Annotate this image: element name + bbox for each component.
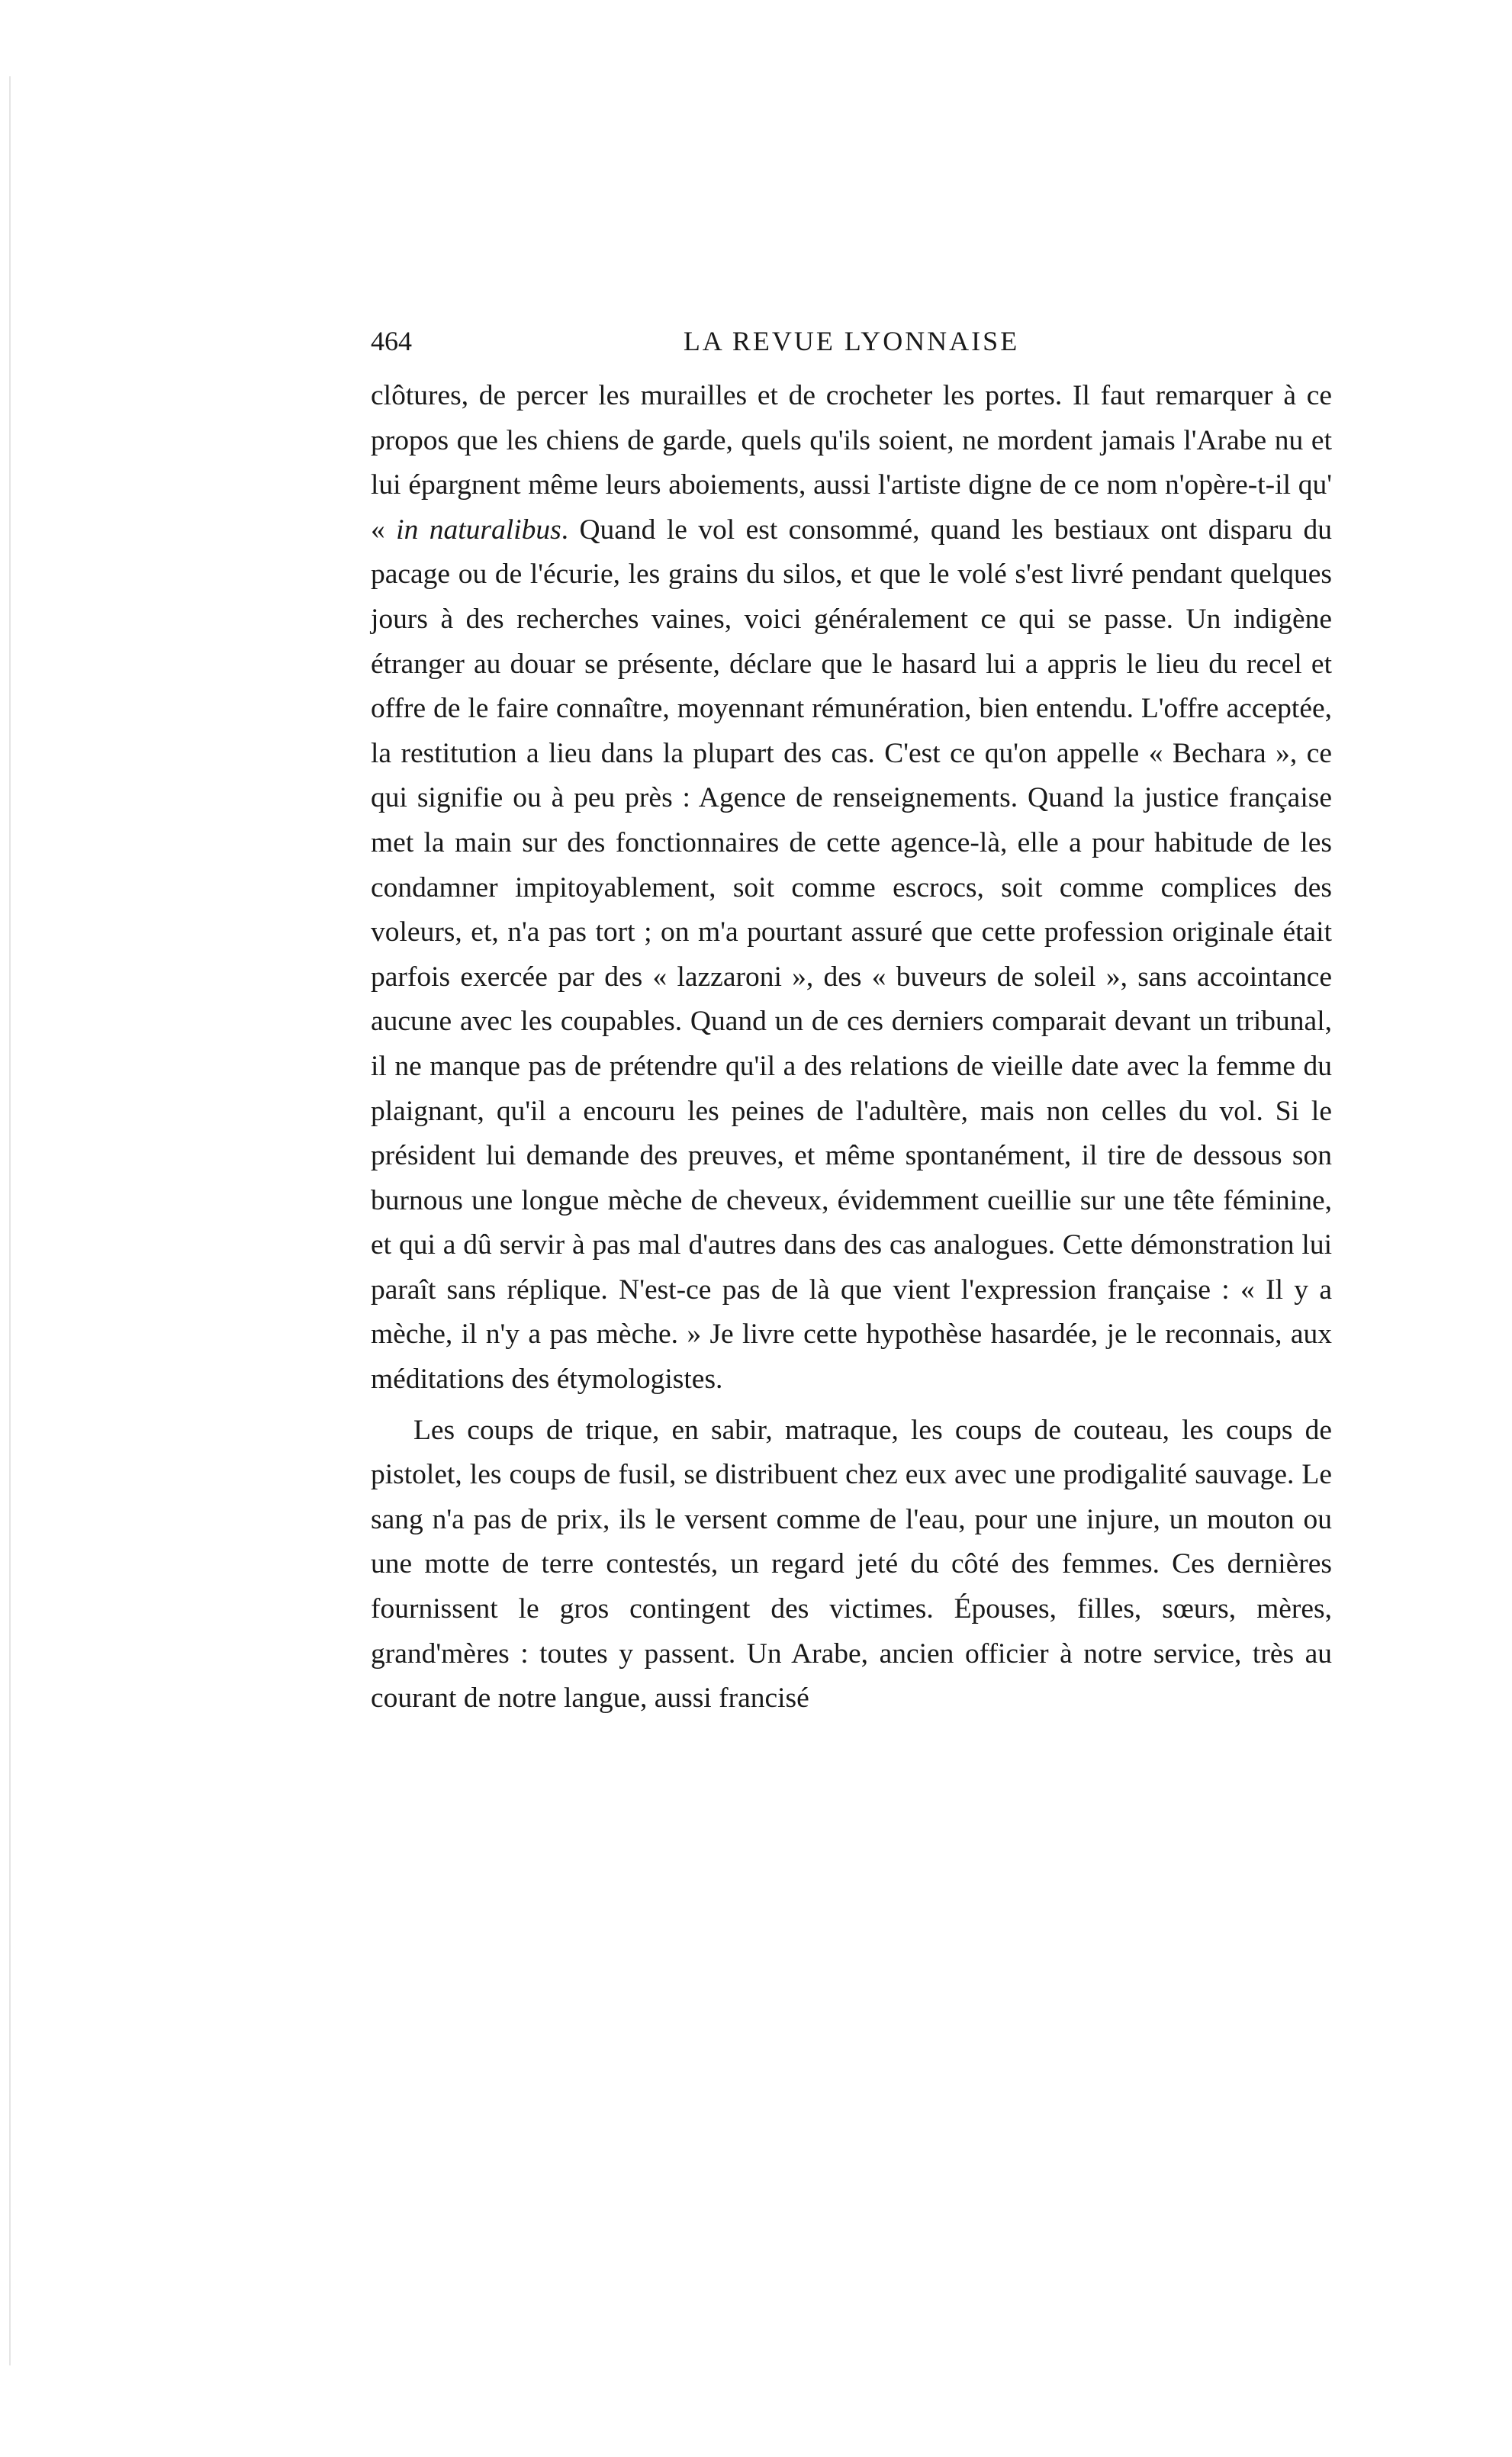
paragraph-1-italic-phrase: in naturalibus	[396, 514, 561, 546]
book-page	[371, 320, 1332, 1721]
paragraph-1-text-b: . Quand le vol est consommé, quand les bestiaux ont disparu du pacage ou de l'écurie, les grains du silos, et que le volé s'est livré pendant quelques jours à des recherches vaines, voici généralement ce qui se passe. Un indigène étranger au douar se présente, déclare que le hasard lui a appris le lieu du recel et offre de le faire connaître, moyennant rémunération, bien entendu. L'offre acceptée, la restitution a lieu dans la plupart des cas. C'est ce qu'on appelle « Bechara », ce qui signifie ou à peu près : Agence de renseignements. Quand la justice française met la main sur des fonctionnaires de cette agence-là, elle a pour habitude de les condamner impitoyablement, soit comme escrocs, soit comme complices des voleurs, et, n'a pas tort ; on m'a pourtant assuré que cette profession originale était parfois exercée par des « lazzaroni », des « buveurs de soleil », sans accointance aucune avec les coupables. Quand un de ces derniers comparait devant un tribunal, il ne manque pas de prétendre qu'il a des relations de vieille date avec la femme du plaignant, qu'il a encouru les peines de l'adultère, mais non celles du vol. Si le président lui demande des preuves, et même spontanément, il tire de dessous son burnous une longue mèche de cheveux, évidemment cueillie sur une tête féminine, et qui a dû servir à pas mal d'autres dans des cas analogues. Cette démonstration lui paraît sans réplique. N'est-ce pas de là que vient l'expression française : « Il y a mèche, il n'y a pas mèche. » Je livre cette hypothèse hasardée, je le reconnais, aux méditations des étymologistes.	[371, 514, 1332, 1396]
page-header	[371, 320, 1332, 374]
paragraph-2-text: Les coups de trique, en sabir, matraque, les coups de couteau, les coups de pistolet, les coups de fusil, se distribuent chez eux avec une prodigalité sauvage. Le sang n'a pas de prix, ils le versent comme de l'eau, pour une injure, un mouton ou une motte de terre contestés, un regard jeté du côté des femmes. Ces dernières fournissent le gros contingent des victimes. Épouses, filles, sœurs, mères, grand'mères : toutes y passent. Un Arabe, ancien officier à notre service, très au courant de notre langue, aussi francisé	[371, 1414, 1332, 1715]
left-margin-mark	[9, 76, 11, 2365]
running-title: LA REVUE LYONNAISE	[683, 326, 1020, 356]
paragraph-1	[371, 374, 1332, 1402]
paragraph-1-text-a: clôtures, de percer les murailles et de crocheter les portes. Il faut remarquer à ce propos que les chiens de garde, quels qu'ils soient, ne mordent jamais l'Arabe nu et lui épargnent même leurs aboiements, aussi l'artiste digne de ce nom n'opère-t-il qu' «	[371, 380, 1332, 546]
body-text	[371, 374, 1332, 1721]
paragraph-2	[371, 1409, 1332, 1721]
page-number: 464	[371, 326, 412, 356]
